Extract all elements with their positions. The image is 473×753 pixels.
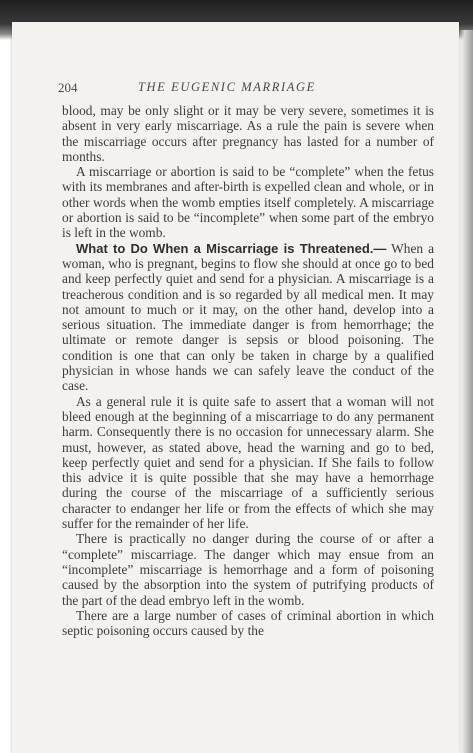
- paragraph-text: When a woman, who is pregnant, begins to flow she should at once go to bed and keep perfectly quiet and send for a physician. A miscarriage is a treacherous condition and is so regarded by all medical men. It may not amount to much or it may, on the other hand, develop into a serious situation. The immediate danger is from hemorrhage; the ultimate or remote danger is sepsis or blood poisoning. The condition is one that can only be taken in charge by a qualified physician in whose hands we can safely leave the conduct of the case.: [62, 240, 435, 394]
- paragraph: [62, 164, 434, 240]
- paragraph: [62, 531, 434, 607]
- paragraph-text: There are a large number of cases of criminal abortion in which septic poisoning occurs caused by the: [62, 607, 434, 639]
- paragraph: [62, 241, 434, 394]
- page-header: [58, 80, 430, 96]
- paragraph-text: There is practically no danger during the course of or after a “complete” miscarriage. The danger which may ensue from an “incomplete” miscarriage is hemorrhage and a form of poisoning caused by the absorption into the system of putrifying products of the part of the dead embryo left in the womb.: [62, 531, 434, 608]
- body-text: [62, 103, 434, 638]
- paragraph: [62, 394, 434, 532]
- page-number: 204: [58, 80, 78, 95]
- paragraph-text: A miscarriage or abortion is said to be “complete” when the fetus with its membranes and after-birth is expelled clean and whole, or in other words when the womb empties itself completely. A miscarriage or abortion is said to be “incomplete” when some part of the embryo is left in the womb.: [62, 164, 434, 241]
- paragraph-text: blood, may be only slight or it may be very severe, sometimes it is absent in very early miscarriage. As a rule the pain is severe when the miscarriage occurs after pregnancy has lasted for a number of months.: [62, 103, 434, 164]
- paragraph-text: As a general rule it is quite safe to assert that a woman will not bleed enough at the beginning of a miscarriage to do any permanent harm. Consequently there is no occasion for unnecessary alarm. She must, however, as stated above, head the warning and go to bed, keep perfectly quiet and send for a physician. If She fails to follow this advice it is quite possible that she may have a hemorrhage during the course of the miscarriage of a sufficiently serious character to endanger her life or from the effects of which she may suffer for the remainder of her life.: [62, 393, 434, 532]
- running-head: THE EUGENIC MARRIAGE: [138, 80, 316, 94]
- section-heading: What to Do When a Miscarriage is Threatened.—: [76, 240, 387, 256]
- paragraph: [62, 103, 434, 164]
- scan-binding-shadow: [459, 30, 473, 753]
- paragraph: [62, 608, 434, 639]
